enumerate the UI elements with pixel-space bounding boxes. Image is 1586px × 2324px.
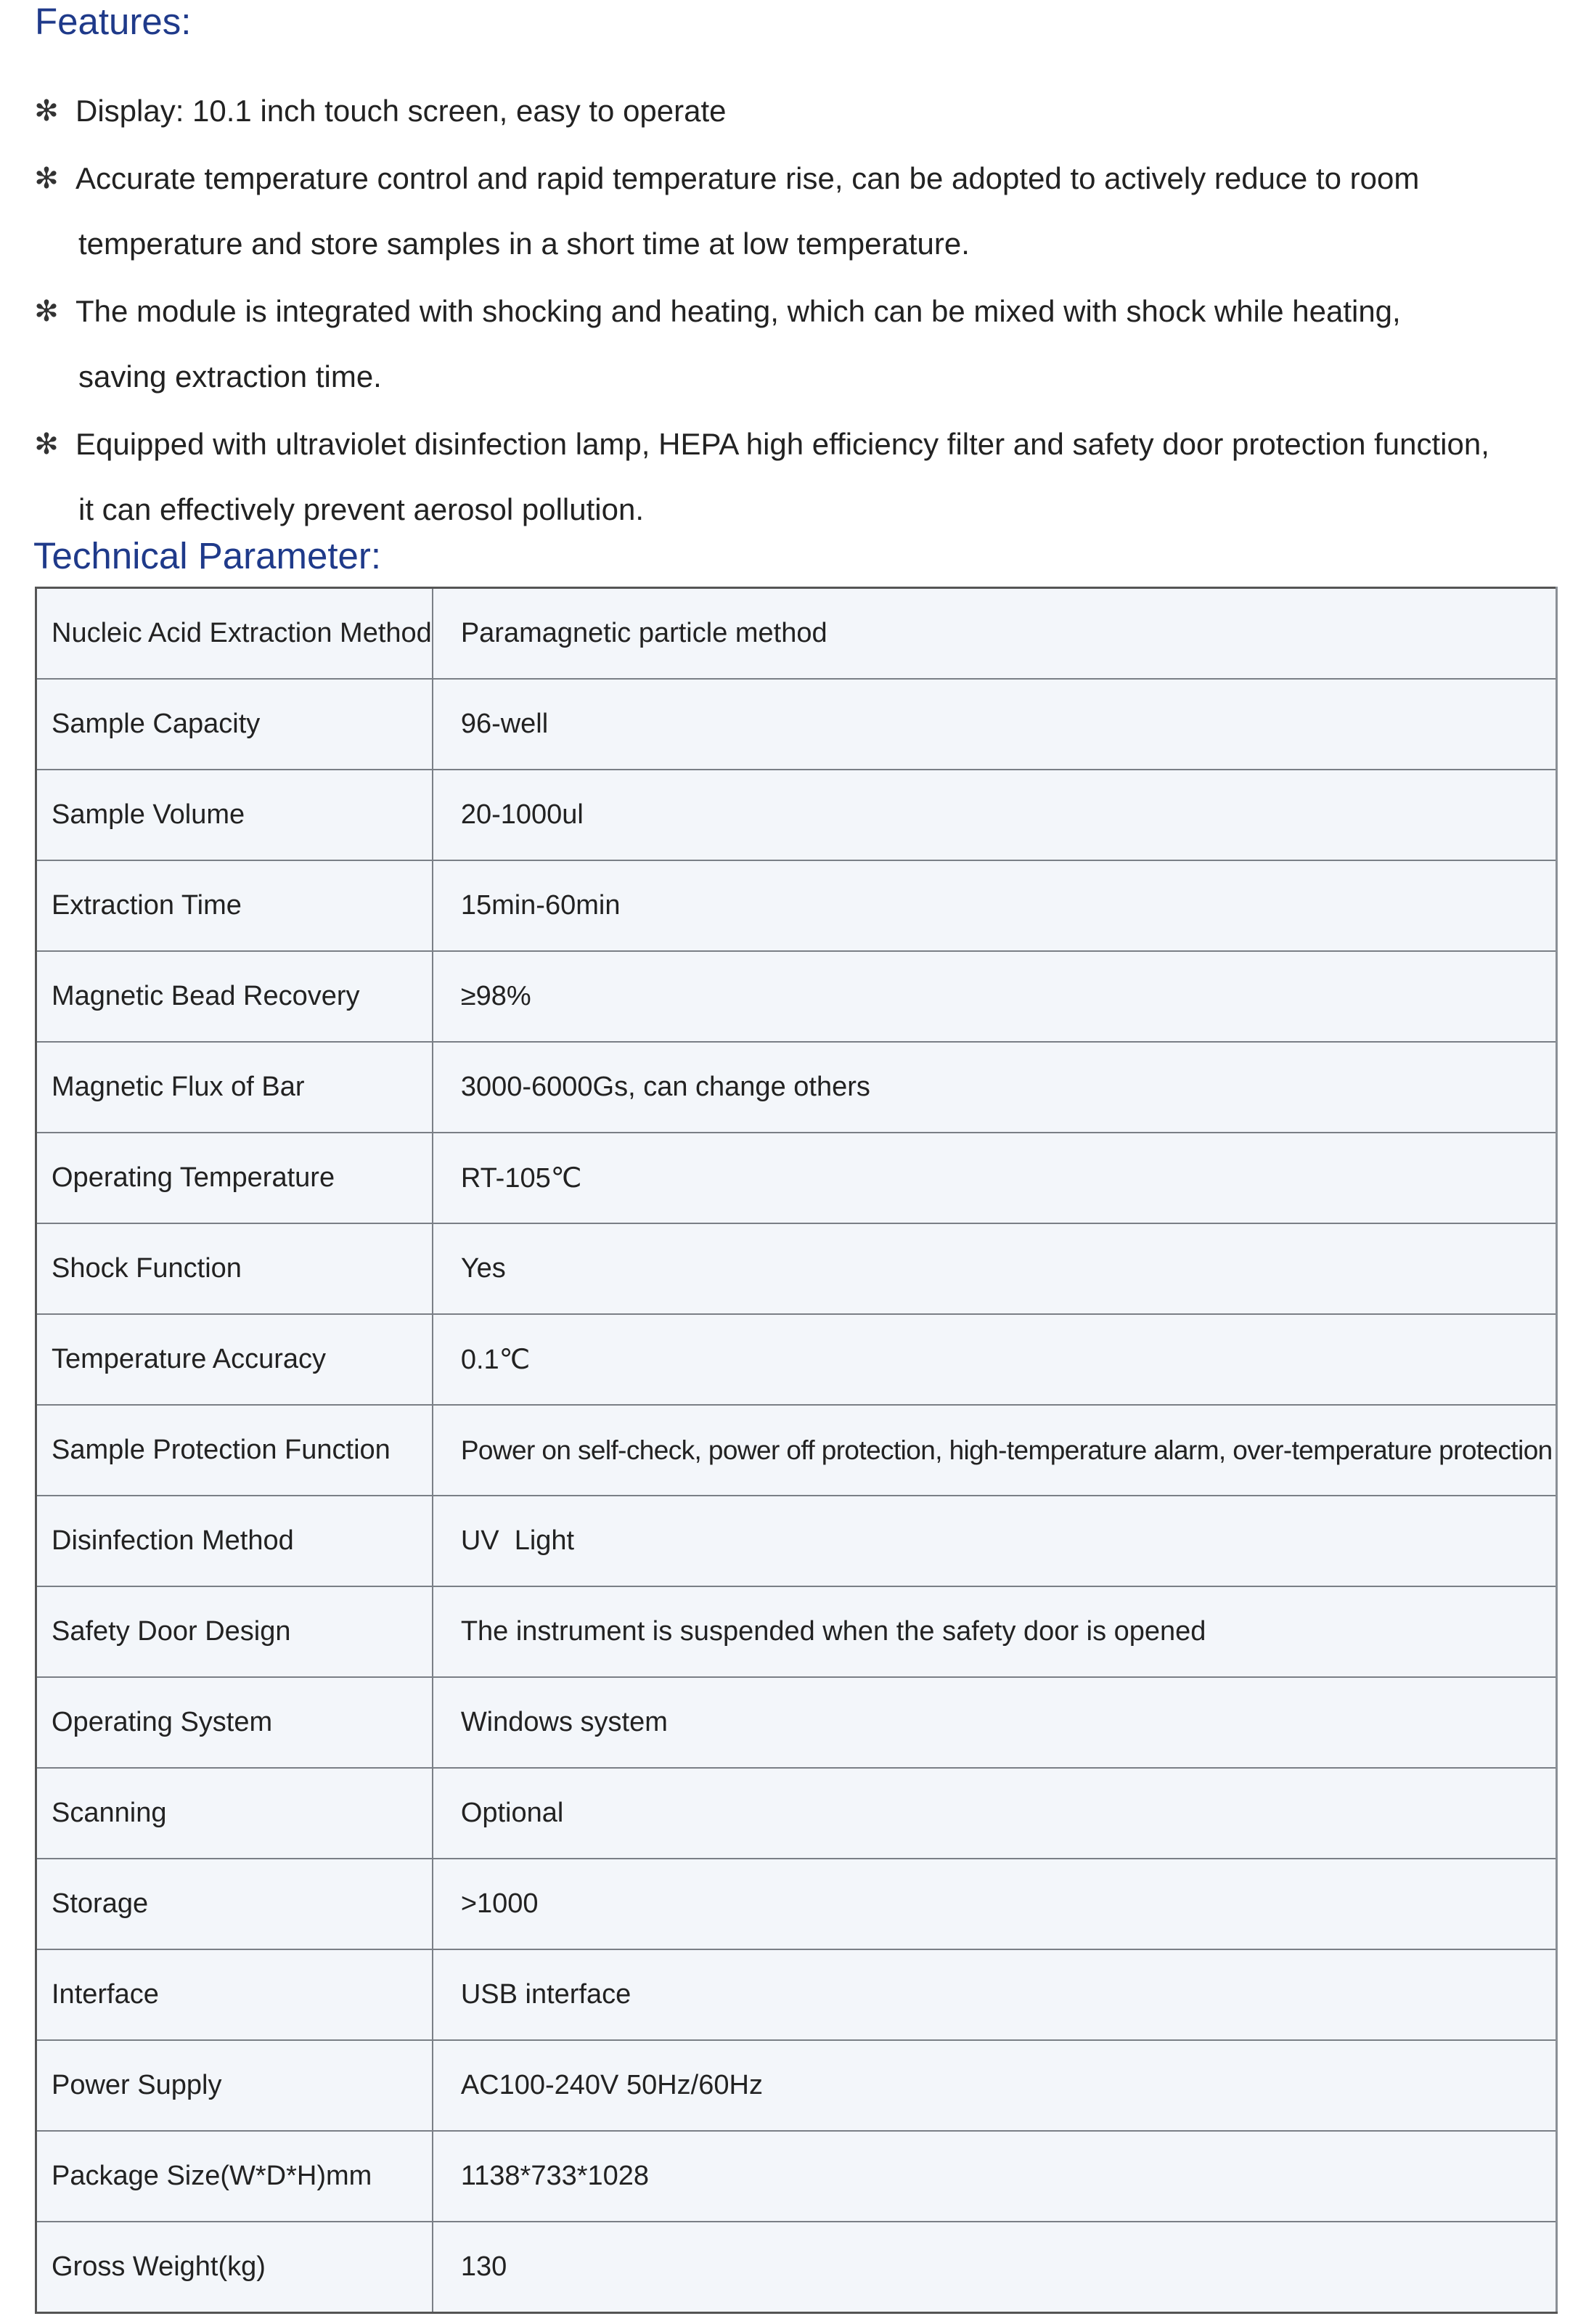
table-row: [36, 1859, 1557, 1949]
technical-parameter-heading: Technical Parameter:: [33, 535, 382, 576]
table-row: [36, 1314, 1557, 1405]
parameter-label: Interface: [36, 1949, 433, 2040]
parameter-label: Scanning: [36, 1768, 433, 1859]
table-row: [36, 770, 1557, 860]
parameter-value: The instrument is suspended when the safety door is opened: [433, 1586, 1556, 1677]
parameter-value: UV Light: [433, 1496, 1556, 1586]
parameter-value: 130: [460, 2251, 507, 2282]
table-row: [36, 1768, 1557, 1859]
parameter-value: 20-1000ul: [433, 770, 1556, 860]
parameter-label: Safety Door Design: [36, 1586, 433, 1677]
parameter-value: RT-105℃: [433, 1133, 1556, 1223]
parameter-value: AC100-240V 50Hz/60Hz: [433, 2040, 1556, 2131]
feature-item: [32, 78, 1549, 144]
parameter-label: Sample Volume: [36, 770, 433, 860]
asterisk-bullet-icon: ✻: [34, 162, 59, 195]
table-row: [36, 679, 1557, 770]
feature-item: [32, 146, 1549, 277]
table-row: [36, 1133, 1557, 1223]
feature-text-continuation: it can effectively prevent aerosol pollution.: [78, 492, 645, 526]
parameter-value: Yes: [433, 1223, 1556, 1314]
parameter-value: Windows system: [433, 1677, 1556, 1768]
table-row: [36, 1677, 1557, 1768]
feature-text-line: Accurate temperature control and rapid temperature rise, can be adopted to actively reduce to room: [75, 161, 1420, 195]
parameter-label: Storage: [36, 1859, 433, 1949]
feature-item: [32, 279, 1549, 409]
feature-text-line: Display: 10.1 inch touch screen, easy to operate: [75, 94, 727, 128]
parameter-label: Package Size(W*D*H)mm: [36, 2131, 433, 2222]
table-row: [36, 1042, 1557, 1133]
parameter-value: Paramagnetic particle method: [433, 588, 1556, 680]
asterisk-bullet-icon: ✻: [34, 295, 59, 328]
parameter-value: 0.1℃: [433, 1314, 1556, 1405]
table-row: [36, 1949, 1557, 2040]
feature-text-line: The module is integrated with shocking and heating, which can be mixed with shock while heating,: [75, 294, 1401, 328]
parameter-value: 96-well: [433, 679, 1556, 770]
table-row: [36, 951, 1557, 1042]
table-row: [36, 860, 1557, 951]
parameter-label: Extraction Time: [36, 860, 433, 951]
parameter-label: Temperature Accuracy: [36, 1314, 433, 1405]
asterisk-bullet-icon: ✻: [34, 428, 59, 461]
parameter-label: Power Supply: [36, 2040, 433, 2131]
parameter-label: Nucleic Acid Extraction Method: [36, 588, 433, 680]
feature-text-line: Equipped with ultraviolet disinfection lamp, HEPA high efficiency filter and safety door protection function,: [75, 427, 1489, 461]
table-row: [36, 2222, 1557, 2313]
parameter-value: >1000: [433, 1859, 1556, 1949]
feature-list: [32, 78, 1549, 545]
feature-text-continuation: saving extraction time.: [78, 359, 382, 394]
feature-text-continuation: temperature and store samples in a short time at low temperature.: [78, 227, 970, 261]
table-row: [36, 1405, 1557, 1496]
parameter-value: 3000-6000Gs, can change others: [433, 1042, 1556, 1133]
table-row: [36, 1586, 1557, 1677]
table-row: [36, 1223, 1557, 1314]
parameter-value: 15min-60min: [433, 860, 1556, 951]
parameter-value: 1138*733*1028: [433, 2131, 1556, 2222]
parameter-value: USB interface: [433, 1949, 1556, 2040]
parameter-value: Optional: [433, 1768, 1556, 1859]
parameter-label: Operating Temperature: [36, 1133, 433, 1223]
parameter-label: Gross Weight(kg): [36, 2222, 433, 2313]
parameter-label: Disinfection Method: [36, 1496, 433, 1586]
asterisk-bullet-icon: ✻: [34, 94, 59, 128]
parameter-label: Sample Protection Function: [36, 1405, 433, 1496]
table-row: [36, 588, 1557, 680]
parameter-label: Magnetic Bead Recovery: [36, 951, 433, 1042]
table-row: [36, 1496, 1557, 1586]
table-row: [36, 2131, 1557, 2222]
parameter-value: ≥98%: [433, 951, 1556, 1042]
technical-parameter-table: [35, 587, 1558, 2314]
parameter-label: Operating System: [36, 1677, 433, 1768]
features-heading: Features:: [35, 1, 192, 42]
feature-item: [32, 412, 1549, 542]
parameter-label: Magnetic Flux of Bar: [36, 1042, 433, 1133]
table-row: [36, 2040, 1557, 2131]
parameter-label: Shock Function: [36, 1223, 433, 1314]
parameter-value: Power on self-check, power off protection, high-temperature alarm, over-temperature protection: [433, 1405, 1556, 1496]
parameter-label: Sample Capacity: [36, 679, 433, 770]
